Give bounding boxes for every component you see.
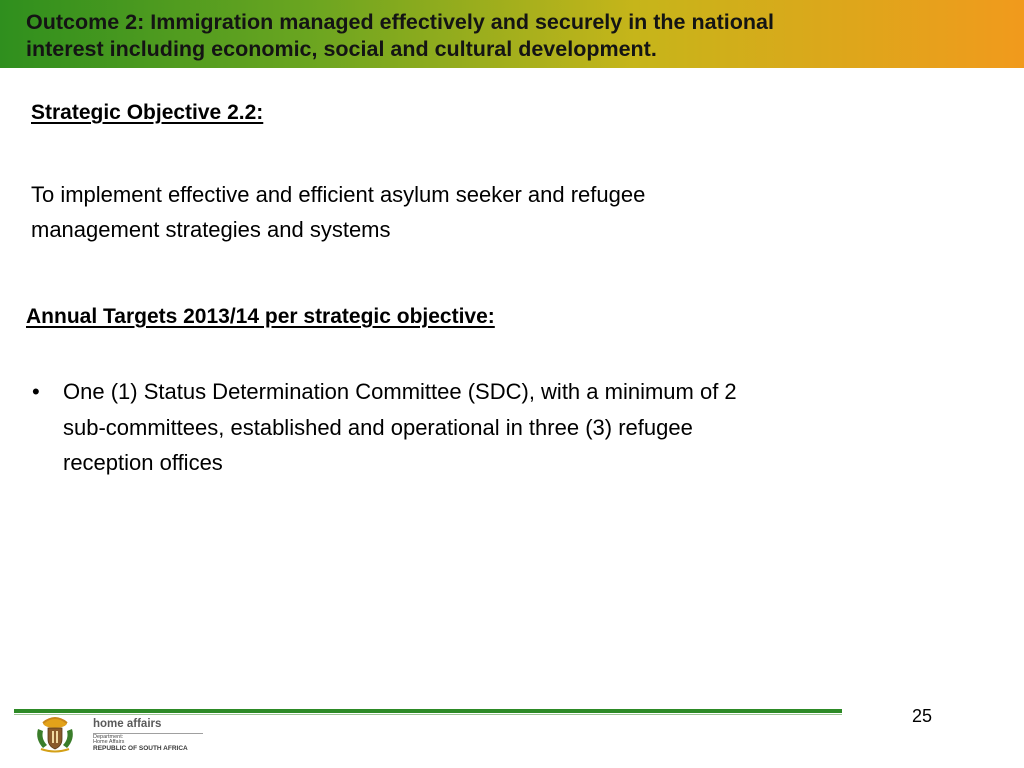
target-bullet-item (32, 374, 962, 481)
target-bullet-line-1: One (1) Status Determination Committee (SDC), with a minimum of 2 (63, 379, 737, 404)
strategic-objective-text-line-2: management strategies and systems (31, 217, 391, 242)
strategic-objective-heading: Strategic Objective 2.2: (31, 101, 264, 124)
slide-title (26, 9, 1020, 63)
footer-divider (14, 709, 842, 713)
logo-department-label: Department: (93, 734, 124, 740)
page-number: 25 (912, 706, 933, 726)
coat-of-arms-icon (33, 715, 77, 753)
title-banner (0, 0, 1024, 68)
strategic-objective-text-line-1: To implement effective and efficient asylum seeker and refugee (31, 182, 646, 207)
logo-department-name: Home Affairs (93, 739, 125, 745)
logo-country: REPUBLIC OF SOUTH AFRICA (93, 745, 188, 752)
target-bullet-line-3: reception offices (63, 450, 223, 475)
logo-wordmark: home affairs (93, 718, 162, 730)
bullet-icon: • (32, 379, 40, 404)
slide-title-line-1: Outcome 2: Immigration managed effectively and securely in the national (26, 10, 774, 34)
home-affairs-logo (33, 715, 233, 755)
slide-title-line-2: interest including economic, social and cultural development. (26, 37, 657, 61)
annual-targets-heading: Annual Targets 2013/14 per strategic objective: (26, 305, 495, 328)
target-bullet-line-2: sub-committees, established and operational in three (3) refugee (63, 414, 693, 440)
target-bullet-text (63, 374, 737, 481)
strategic-objective-text (31, 177, 931, 247)
